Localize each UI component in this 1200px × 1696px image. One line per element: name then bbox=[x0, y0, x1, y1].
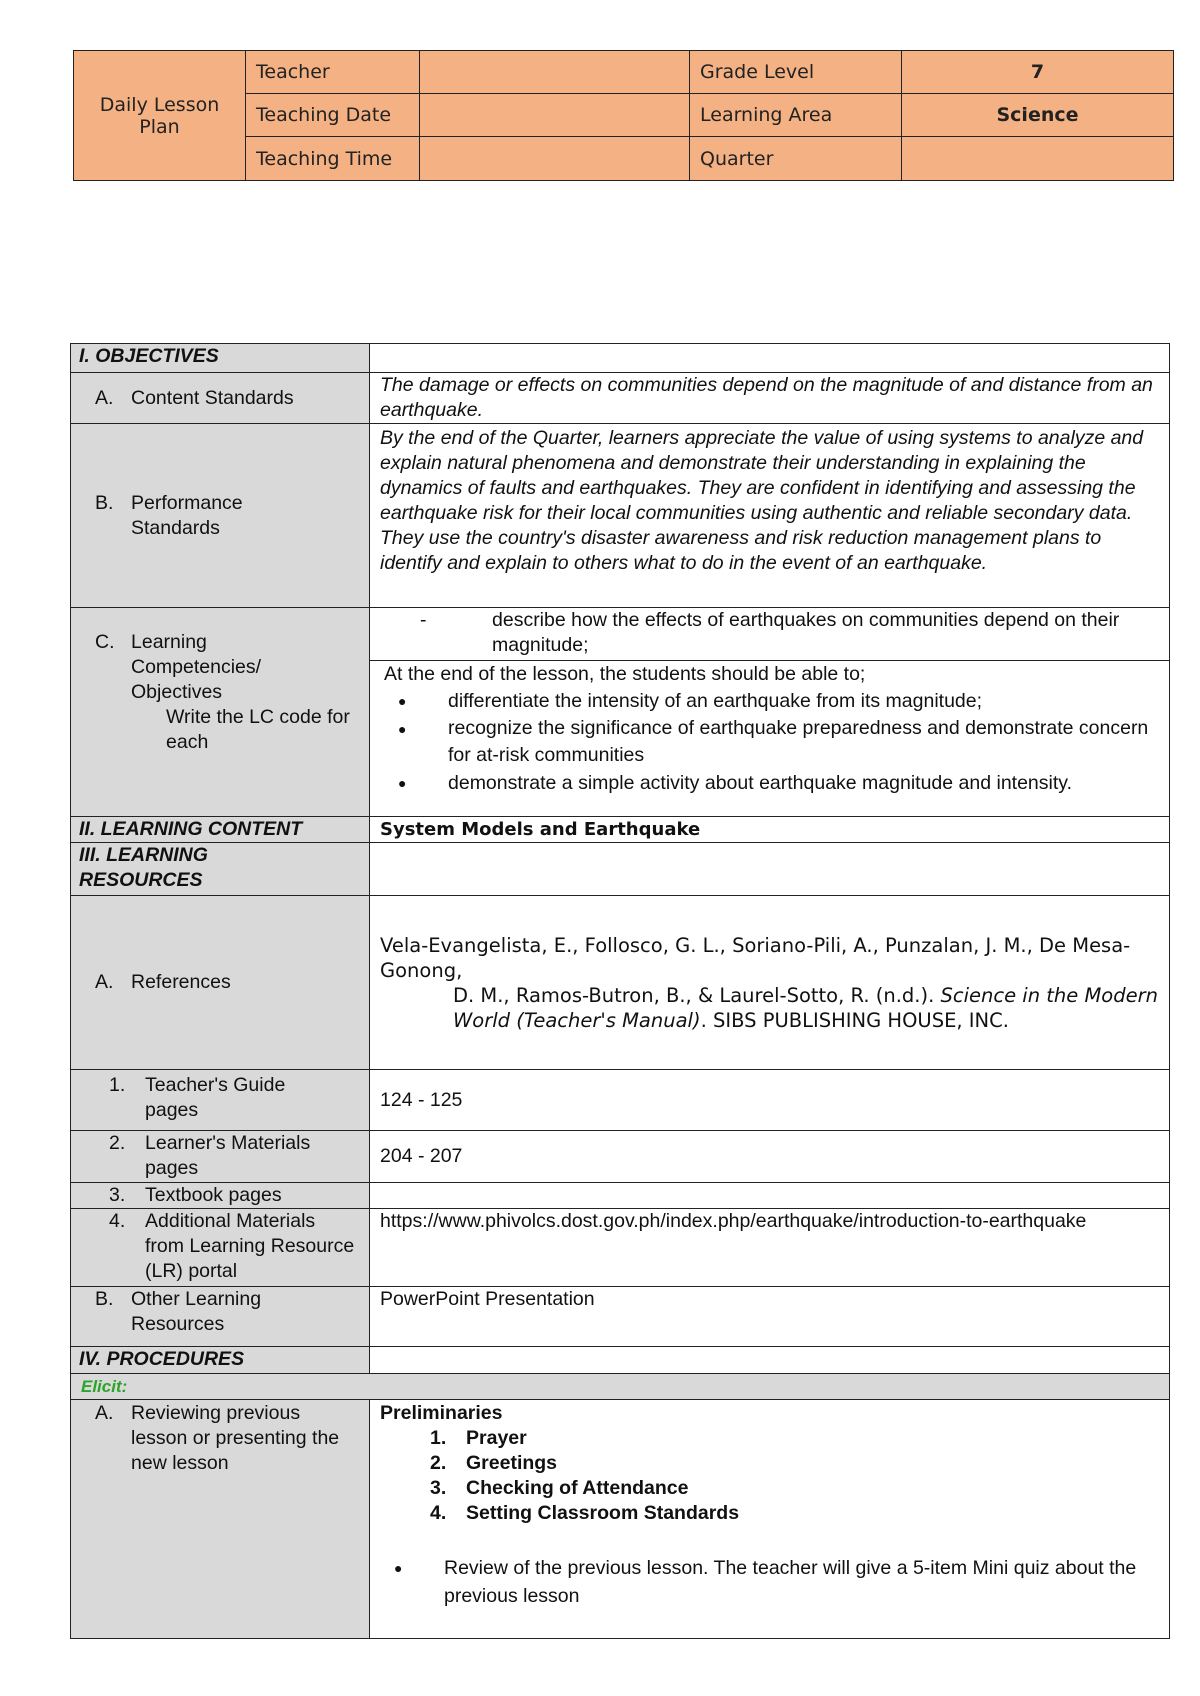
teaching-date-label: Teaching Date bbox=[246, 94, 420, 137]
list-item: 4. Setting Classroom Standards bbox=[430, 1502, 740, 1524]
additional-materials-row: 4. Additional Materials from Learning Resource (LR) portal https://www.phivolcs.dost.gov.ph/index.php/earthquake/introduction-to-earthquake bbox=[71, 1209, 1170, 1287]
textbook-value bbox=[370, 1183, 1170, 1209]
learning-area-label: Learning Area bbox=[690, 94, 902, 137]
performance-standards-marker: B. bbox=[95, 491, 114, 514]
teachers-guide-row: 1. Teacher's Guide pages 124 - 125 bbox=[71, 1070, 1170, 1131]
learners-materials-label: Learner's Materials pages bbox=[145, 1132, 311, 1179]
content-standards-marker: A. bbox=[95, 386, 114, 409]
references-marker: A. bbox=[95, 971, 114, 993]
lr-portal-link[interactable]: https://www.phivolcs.dost.gov.ph/index.php/earthquake/introduction-to-earthquake bbox=[370, 1209, 1170, 1287]
other-resources-row: B. Other Learning Resources PowerPoint Presentation bbox=[71, 1287, 1170, 1347]
competencies-sublabel: Write the LC code for each bbox=[166, 705, 350, 753]
review-label: Reviewing previous lesson or presenting the new lesson bbox=[131, 1402, 340, 1474]
learning-area-value: Science bbox=[902, 94, 1174, 137]
resources-title: III. LEARNING RESOURCES bbox=[79, 844, 208, 891]
elicit-label: Elicit: bbox=[81, 1377, 128, 1396]
teaching-time-value bbox=[420, 137, 690, 181]
list-item: ● Review of the previous lesson. The teacher will give a 5-item Mini quiz about the previous lesson bbox=[394, 1557, 1137, 1607]
list-item: ● demonstrate a simple activity about earthquake magnitude and intensity. bbox=[398, 772, 1072, 794]
content-standards-label: Content Standards bbox=[131, 386, 294, 409]
procedures-row bbox=[71, 1347, 1170, 1374]
procedures-title: IV. PROCEDURES bbox=[71, 1347, 370, 1374]
teacher-label: Teacher bbox=[246, 51, 420, 94]
lesson-plan-header-table bbox=[73, 50, 1174, 181]
objectives-list bbox=[384, 687, 1159, 797]
teaching-date-value bbox=[420, 94, 690, 137]
grade-level-label: Grade Level bbox=[690, 51, 902, 94]
content-standards-row bbox=[71, 373, 1170, 424]
quarter-value bbox=[902, 137, 1174, 181]
competency-row bbox=[71, 608, 1170, 661]
learning-content-title: II. LEARNING CONTENT bbox=[71, 817, 370, 843]
objectives-intro: At the end of the lesson, the students should be able to; bbox=[384, 663, 866, 685]
competencies-label: Learning Competencies/ Objectives bbox=[131, 630, 262, 703]
objectives-title: I. OBJECTIVES bbox=[71, 344, 370, 373]
content-standards-text: The damage or effects on communities depend on the magnitude of and distance from an earthquake. bbox=[370, 373, 1170, 424]
quarter-label: Quarter bbox=[690, 137, 902, 181]
competency-dash: - bbox=[420, 609, 427, 631]
references-label: References bbox=[131, 971, 231, 993]
teaching-time-label: Teaching Time bbox=[246, 137, 420, 181]
review-bullet-list bbox=[380, 1554, 1159, 1610]
reference-citation: Vela-Evangelista, E., Follosco, G. L., Soriano-Pili, A., Punzalan, J. M., De Mesa-Gonong, D. M., Ramos-Butron, B., & Laurel-Sotto, R. (n.d.). Science in the Modern World (Teacher's Manual). SIBS PUBLISHING HOUSE, INC. bbox=[370, 896, 1170, 1070]
dlp-label: Daily Lesson Plan bbox=[99, 93, 220, 138]
teachers-guide-label: Teacher's Guide pages bbox=[145, 1074, 286, 1121]
learning-content-value: System Models and Earthquake bbox=[370, 817, 1170, 843]
objectives-blank bbox=[370, 344, 1170, 373]
objectives-row bbox=[71, 344, 1170, 373]
list-item: 2. Greetings bbox=[430, 1452, 558, 1474]
textbook-label: Textbook pages bbox=[145, 1184, 282, 1206]
performance-standards-row bbox=[71, 424, 1170, 608]
textbook-row: 3. Textbook pages bbox=[71, 1183, 1170, 1209]
review-row: A. Reviewing previous lesson or presenting the new lesson Preliminaries 1. Prayer 2. Greetings 3. Checking of Attendance 4. Setting Classroom Standards ● Review of the previous lesson. The teacher will give a 5-item Mini quiz about the previous lesson bbox=[71, 1400, 1170, 1639]
references-row bbox=[71, 896, 1170, 1070]
additional-materials-label: Additional Materials from Learning Resource (LR) portal bbox=[145, 1210, 355, 1282]
lesson-plan-table bbox=[70, 343, 1170, 1639]
list-item: 1. Prayer bbox=[430, 1427, 527, 1449]
resources-row bbox=[71, 843, 1170, 896]
performance-standards-text: By the end of the Quarter, learners appreciate the value of using systems to analyze and explain natural phenomena and demonstrate their understanding in explaining the dynamics of faults and earthquakes. They are confident in identifying and assessing the earthquake risk for their local communities using authentic and reliable secondary data. They use the country's disaster awareness and risk reduction management plans to identify and explain to others what to do in the event of an earthquake. bbox=[370, 424, 1170, 608]
competency-text: describe how the effects of earthquakes on communities depend on their magnitude; bbox=[492, 609, 1120, 656]
preliminaries-heading: Preliminaries bbox=[380, 1402, 503, 1424]
learners-materials-value: 204 - 207 bbox=[370, 1131, 1170, 1183]
preliminaries-list bbox=[380, 1426, 1159, 1526]
teachers-guide-value: 124 - 125 bbox=[370, 1070, 1170, 1131]
list-item: 3. Checking of Attendance bbox=[430, 1477, 689, 1499]
list-item: ● differentiate the intensity of an earthquake from its magnitude; bbox=[398, 690, 983, 712]
learners-materials-row: 2. Learner's Materials pages 204 - 207 bbox=[71, 1131, 1170, 1183]
performance-standards-label: Performance Standards bbox=[131, 491, 243, 539]
list-item: ● recognize the significance of earthquake preparedness and demonstrate concern for at-risk communities bbox=[398, 717, 1149, 766]
dlp-label-cell bbox=[74, 51, 246, 181]
elicit-row bbox=[71, 1374, 1170, 1400]
grade-level-value: 7 bbox=[902, 51, 1174, 94]
teacher-value bbox=[420, 51, 690, 94]
competencies-marker: C. bbox=[95, 630, 115, 653]
other-resources-label: Other Learning Resources bbox=[131, 1288, 262, 1335]
other-resources-value: PowerPoint Presentation bbox=[370, 1287, 1170, 1347]
learning-content-row bbox=[71, 817, 1170, 843]
